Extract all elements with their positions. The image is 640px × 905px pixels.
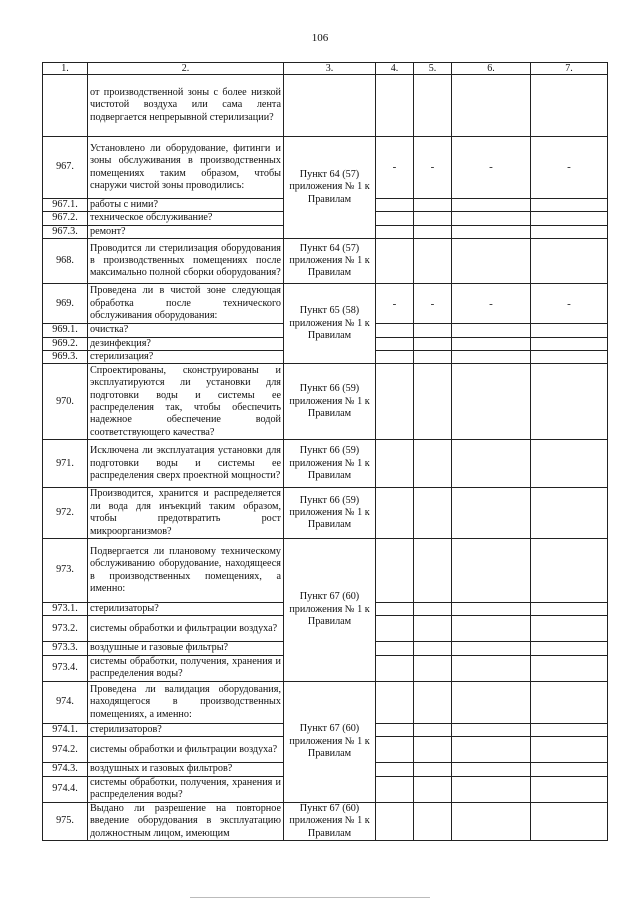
answer-cell-6 xyxy=(452,603,531,616)
requirement-text: системы обработки и фильтрации воздуха? xyxy=(88,737,284,763)
requirement-text: Исключена ли эксплуатация установки для подготовки воды и системы ее распределения сверх проектной мощности? xyxy=(88,440,284,488)
answer-cell-7 xyxy=(531,681,608,723)
column-header: 4. xyxy=(376,63,414,75)
answer-cell-5 xyxy=(414,603,452,616)
table-row xyxy=(43,440,608,488)
answer-cell-7 xyxy=(531,603,608,616)
table-header-row xyxy=(43,63,608,75)
answer-cell-4 xyxy=(376,488,414,539)
answer-cell-4 xyxy=(376,802,414,840)
item-number: 967.1. xyxy=(43,199,88,212)
answer-cell-5 xyxy=(414,364,452,440)
answer-cell-7 xyxy=(531,351,608,364)
requirement-text: Спроектированы, сконструированы и эксплуатируются ли установки для подготовки воды и системы ее распределения так, чтобы обеспечить надежное обеспечение водой соответствующего качества? xyxy=(88,364,284,440)
table-row xyxy=(43,75,608,137)
requirement-text: воздушных и газовых фильтров? xyxy=(88,763,284,776)
answer-cell-6 xyxy=(452,681,531,723)
requirement-text: системы обработки, получения, хранения и распределения воды? xyxy=(88,776,284,802)
answer-cell-5 xyxy=(414,723,452,736)
requirement-text: системы обработки и фильтрации воздуха? xyxy=(88,616,284,642)
column-header: 3. xyxy=(284,63,376,75)
answer-cell-5 xyxy=(414,763,452,776)
answer-cell-7 xyxy=(531,763,608,776)
answer-cell-6 xyxy=(452,212,531,225)
item-number: 974.2. xyxy=(43,737,88,763)
item-number: 969.1. xyxy=(43,324,88,337)
answer-cell-4 xyxy=(376,225,414,238)
table-row xyxy=(43,539,608,603)
requirement-text: стерилизаторов? xyxy=(88,723,284,736)
column-header: 6. xyxy=(452,63,531,75)
requirement-text: Подвергается ли плановому техническому обслуживанию оборудование, находящееся в производственных помещениях, а именно: xyxy=(88,539,284,603)
answer-cell-6 xyxy=(452,364,531,440)
answer-cell-4: - xyxy=(376,137,414,199)
table-row xyxy=(43,488,608,539)
page-number: 106 xyxy=(311,32,329,44)
answer-cell-4 xyxy=(376,212,414,225)
column-header: 1. xyxy=(43,63,88,75)
answer-cell-4 xyxy=(376,642,414,655)
item-number: 971. xyxy=(43,440,88,488)
answer-cell-7 xyxy=(531,440,608,488)
answer-cell-6 xyxy=(452,723,531,736)
answer-cell-4 xyxy=(376,655,414,681)
answer-cell-6 xyxy=(452,539,531,603)
answer-cell-7 xyxy=(531,239,608,284)
answer-cell-7 xyxy=(531,723,608,736)
column-header: 7. xyxy=(531,63,608,75)
answer-cell-7 xyxy=(531,75,608,137)
answer-cell-6: - xyxy=(452,137,531,199)
item-number: 974.3. xyxy=(43,763,88,776)
requirement-text: Выдано ли разрешение на повторное введение оборудования в эксплуатацию должностным лицом, имеющим xyxy=(88,802,284,840)
answer-cell-5 xyxy=(414,776,452,802)
legal-reference: Пункт 67 (60) приложения № 1 к Правилам xyxy=(284,539,376,682)
answer-cell-5 xyxy=(414,239,452,284)
table-row xyxy=(43,364,608,440)
item-number: 969.2. xyxy=(43,337,88,350)
answer-cell-5 xyxy=(414,440,452,488)
answer-cell-7 xyxy=(531,616,608,642)
answer-cell-6 xyxy=(452,737,531,763)
table-row xyxy=(43,284,608,324)
answer-cell-5 xyxy=(414,802,452,840)
answer-cell-5 xyxy=(414,324,452,337)
answer-cell-6 xyxy=(452,75,531,137)
answer-cell-6 xyxy=(452,763,531,776)
answer-cell-4 xyxy=(376,324,414,337)
requirement-text: Проведена ли в чистой зоне следующая обработка после технического обслуживания оборудования: xyxy=(88,284,284,324)
requirement-text: очистка? xyxy=(88,324,284,337)
answer-cell-5 xyxy=(414,75,452,137)
requirement-text: системы обработки, получения, хранения и распределения воды? xyxy=(88,655,284,681)
item-number: 968. xyxy=(43,239,88,284)
answer-cell-4 xyxy=(376,75,414,137)
item-number: 969.3. xyxy=(43,351,88,364)
table-row xyxy=(43,137,608,199)
answer-cell-5 xyxy=(414,655,452,681)
answer-cell-5 xyxy=(414,337,452,350)
answer-cell-6 xyxy=(452,655,531,681)
item-number: 973.2. xyxy=(43,616,88,642)
answer-cell-7 xyxy=(531,337,608,350)
item-number: 973.4. xyxy=(43,655,88,681)
requirement-text: Проведена ли валидация оборудования, находящегося в производственных помещениях, а именно: xyxy=(88,681,284,723)
answer-cell-6 xyxy=(452,776,531,802)
answer-cell-7 xyxy=(531,488,608,539)
item-number: 975. xyxy=(43,802,88,840)
requirement-text: работы с ними? xyxy=(88,199,284,212)
answer-cell-6 xyxy=(452,440,531,488)
answer-cell-5 xyxy=(414,616,452,642)
answer-cell-7 xyxy=(531,324,608,337)
answer-cell-4 xyxy=(376,364,414,440)
requirement-text: дезинфекция? xyxy=(88,337,284,350)
answer-cell-6 xyxy=(452,616,531,642)
table-row xyxy=(43,802,608,840)
answer-cell-4 xyxy=(376,776,414,802)
column-header: 2. xyxy=(88,63,284,75)
answer-cell-6 xyxy=(452,351,531,364)
answer-cell-4 xyxy=(376,239,414,284)
answer-cell-5 xyxy=(414,212,452,225)
answer-cell-6 xyxy=(452,488,531,539)
answer-cell-7 xyxy=(531,212,608,225)
table-row xyxy=(43,239,608,284)
answer-cell-6: - xyxy=(452,284,531,324)
answer-cell-4 xyxy=(376,723,414,736)
answer-cell-6 xyxy=(452,199,531,212)
bottom-rule xyxy=(190,897,430,898)
legal-reference: Пункт 64 (57) приложения № 1 к Правилам xyxy=(284,137,376,239)
answer-cell-5 xyxy=(414,642,452,655)
answer-cell-4 xyxy=(376,351,414,364)
answer-cell-7: - xyxy=(531,284,608,324)
answer-cell-4 xyxy=(376,337,414,350)
answer-cell-5: - xyxy=(414,137,452,199)
legal-reference: Пункт 66 (59) приложения № 1 к Правилам xyxy=(284,364,376,440)
table-row xyxy=(43,681,608,723)
answer-cell-5: - xyxy=(414,284,452,324)
answer-cell-5 xyxy=(414,737,452,763)
answer-cell-4: - xyxy=(376,284,414,324)
answer-cell-6 xyxy=(452,642,531,655)
answer-cell-4 xyxy=(376,539,414,603)
legal-reference: Пункт 64 (57) приложения № 1 к Правилам xyxy=(284,239,376,284)
answer-cell-5 xyxy=(414,199,452,212)
answer-cell-6 xyxy=(452,337,531,350)
legal-reference: Пункт 66 (59) приложения № 1 к Правилам xyxy=(284,488,376,539)
answer-cell-4 xyxy=(376,616,414,642)
item-number: 967. xyxy=(43,137,88,199)
legal-reference: Пункт 65 (58) приложения № 1 к Правилам xyxy=(284,284,376,364)
column-header: 5. xyxy=(414,63,452,75)
answer-cell-7 xyxy=(531,539,608,603)
item-number: 972. xyxy=(43,488,88,539)
answer-cell-6 xyxy=(452,225,531,238)
answer-cell-7 xyxy=(531,642,608,655)
answer-cell-4 xyxy=(376,737,414,763)
answer-cell-7 xyxy=(531,364,608,440)
requirement-text: воздушные и газовые фильтры? xyxy=(88,642,284,655)
answer-cell-5 xyxy=(414,539,452,603)
answer-cell-4 xyxy=(376,440,414,488)
answer-cell-7 xyxy=(531,802,608,840)
answer-cell-5 xyxy=(414,351,452,364)
checklist-table xyxy=(42,62,608,841)
answer-cell-6 xyxy=(452,324,531,337)
item-number: 973.1. xyxy=(43,603,88,616)
requirement-text: Производится, хранится и распределяется ли вода для инъекций таким образом, чтобы предотвратить рост микроорганизмов? xyxy=(88,488,284,539)
answer-cell-7 xyxy=(531,225,608,238)
item-number: 973. xyxy=(43,539,88,603)
requirement-text: стерилизаторы? xyxy=(88,603,284,616)
requirement-text: стерилизация? xyxy=(88,351,284,364)
legal-reference: Пункт 67 (60) приложения № 1 к Правилам xyxy=(284,802,376,840)
answer-cell-7 xyxy=(531,737,608,763)
answer-cell-7 xyxy=(531,776,608,802)
requirement-text: Проводится ли стерилизация оборудования в производственных помещениях после максимально полной сборки оборудования? xyxy=(88,239,284,284)
item-number: 974.4. xyxy=(43,776,88,802)
legal-reference xyxy=(284,75,376,137)
item-number: 974.1. xyxy=(43,723,88,736)
item-number: 974. xyxy=(43,681,88,723)
answer-cell-6 xyxy=(452,239,531,284)
answer-cell-5 xyxy=(414,681,452,723)
answer-cell-6 xyxy=(452,802,531,840)
answer-cell-5 xyxy=(414,488,452,539)
item-number: 967.3. xyxy=(43,225,88,238)
requirement-text: Установлено ли оборудование, фитинги и зоны обслуживания в производственных помещениях таким образом, чтобы снаружи чистой зоны проводились: xyxy=(88,137,284,199)
requirement-text: техническое обслуживание? xyxy=(88,212,284,225)
requirement-text: от производственной зоны с более низкой чистотой воздуха или сама лента подвергается непрерывной стерилизации? xyxy=(88,75,284,137)
answer-cell-7 xyxy=(531,199,608,212)
item-number: 969. xyxy=(43,284,88,324)
item-number: 973.3. xyxy=(43,642,88,655)
answer-cell-7 xyxy=(531,655,608,681)
legal-reference: Пункт 66 (59) приложения № 1 к Правилам xyxy=(284,440,376,488)
answer-cell-4 xyxy=(376,681,414,723)
answer-cell-4 xyxy=(376,199,414,212)
legal-reference: Пункт 67 (60) приложения № 1 к Правилам xyxy=(284,681,376,802)
item-number: 970. xyxy=(43,364,88,440)
answer-cell-5 xyxy=(414,225,452,238)
answer-cell-4 xyxy=(376,763,414,776)
answer-cell-4 xyxy=(376,603,414,616)
item-number: 967.2. xyxy=(43,212,88,225)
item-number xyxy=(43,75,88,137)
answer-cell-7: - xyxy=(531,137,608,199)
requirement-text: ремонт? xyxy=(88,225,284,238)
